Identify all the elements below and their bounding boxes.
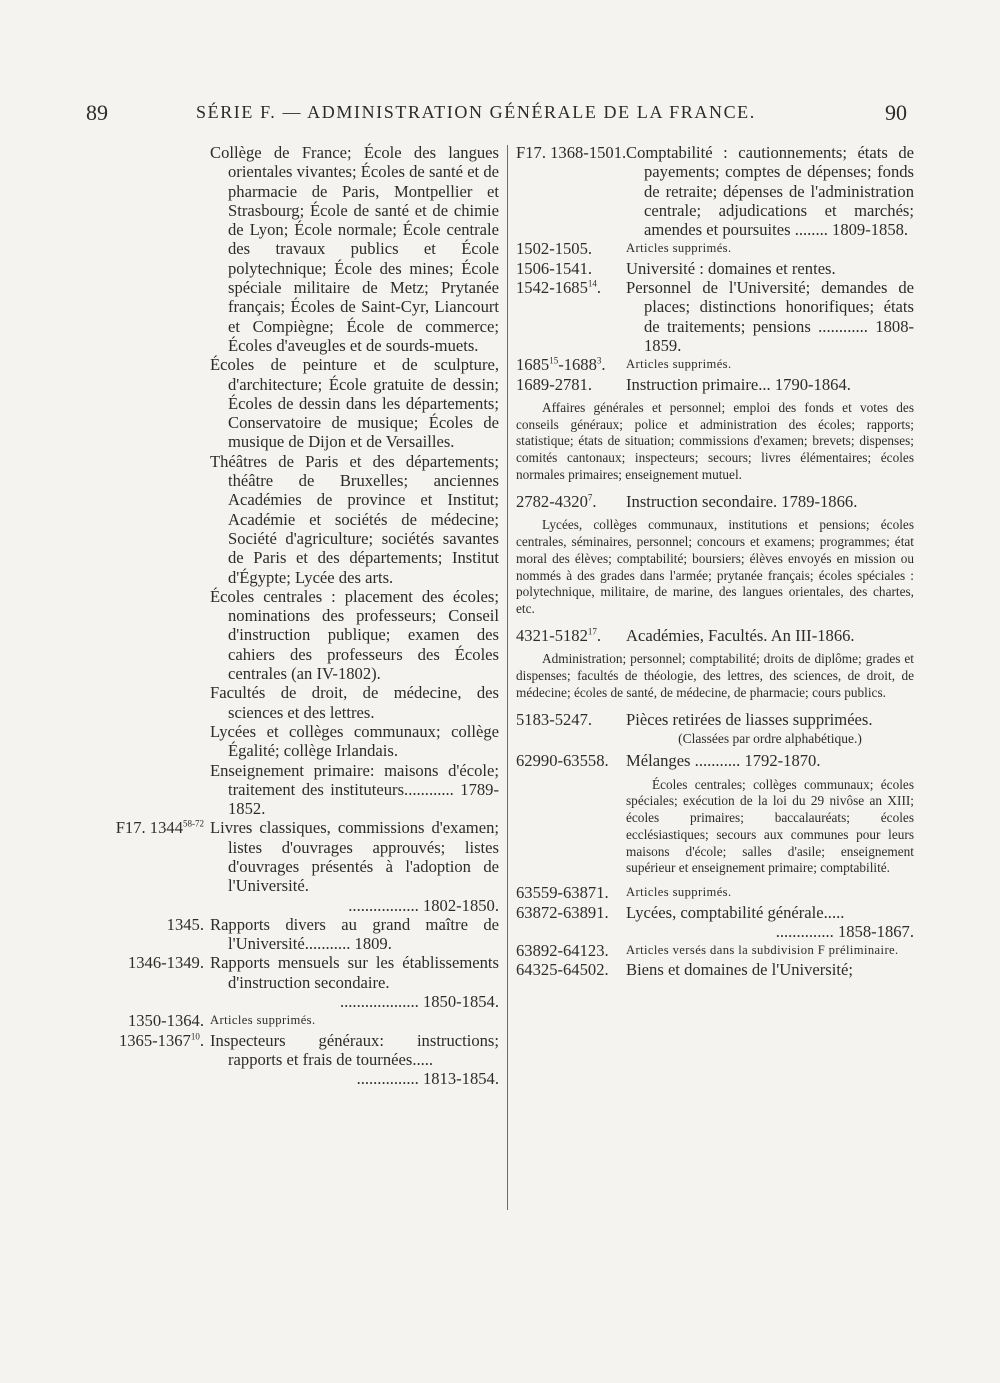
entry-text: Livres classiques, commissions d'examen; listes d'ouvrages approuvés; listes d'ouvrages présentés à l'adoption de l'Université. [210,818,499,896]
article-code: 62990-63558. [516,751,609,771]
date-range: An III-1866. [770,625,855,645]
list-item [516,751,914,770]
date-range: 1789-1866. [781,491,858,511]
entry-text: Rapports mensuels sur les établissements d'instruction secondaire. [210,953,499,992]
list-item [86,915,499,954]
article-code: 2782-4320$^7$. [516,491,597,511]
article-code: 1506-1541. [516,258,593,278]
entry-text: Académies, Facultés. An III-1866. [626,625,855,645]
list-item [516,960,914,979]
paragraph: Écoles centrales : placement des écoles; nominations des professeurs; Conseil d'instruction publique; examen des cahiers des professeurs des Écoles centrales (an IV-1802). [210,586,499,684]
page-number-right: 90 [885,100,907,125]
right-column [516,143,914,980]
date-range: 1789-1852. [228,779,499,819]
article-code: 1502-1505. [516,239,593,259]
list-item [516,278,914,355]
entry-text: Comptabilité : cautionnements; états de payements; comptes de dépenses; fonds de retraite; dépenses de l'administration centrale; adjudications et marchés; amendes et poursuites ........ 1809-1858. [626,143,914,240]
entry-subtitle: (Classées par ordre alphabétique.) [678,730,862,746]
entry-text: Université : domaines et rentes. [626,258,836,278]
article-code: 63892-64123. [516,941,609,961]
article-code: 63559-63871. [516,883,609,903]
date-range: ................... 1850-1854. [339,992,499,1012]
entry-text: Lycées, comptabilité générale..... [626,902,845,922]
list-item [516,239,914,258]
list-item [516,883,914,902]
entry-text: Instruction secondaire. 1789-1866. [626,491,858,511]
list-item [516,492,914,511]
article-code: 1346-1349. [127,953,204,973]
paragraph: Enseignement primaire: maisons d'école; traitement des instituteurs............ 1789-1852. [210,760,499,819]
article-code: F17. 1344$^{58-72}$ [115,818,204,838]
list-item [86,1031,499,1089]
article-code: 63872-63891. [516,902,609,922]
page-number-left: 89 [86,100,108,125]
lead-paragraphs [86,143,499,818]
list-item [516,259,914,278]
list-item [516,355,914,374]
list-item [86,953,499,1011]
article-code: 64325-64502. [516,960,609,980]
entry-text: Instruction primaire... 1790-1864. [626,374,851,394]
entry-note: Écoles centrales; collèges communaux; écoles spéciales; exécution de la loi du 29 nivôse an XIII; écoles primaires; baccalauréats; écoles ecclésiastiques; secours aux communes pour leurs maisons d'école; salles d'asile; enseignement supérieur et enseignement primaire; comptabilité. [626,776,914,876]
entry-text: Mélanges ........... 1792-1870. [626,751,821,771]
article-code: 1350-1364. [127,1011,204,1031]
paragraph: Théâtres de Paris et des départements; théâtre de Bruxelles; anciennes Académies de province et Institut; Académie et sociétés de médecine; Société d'agriculture; sociétés savantes de Paris et des départements; Institut d'Égypte; Lycée des arts. [210,451,499,587]
entry-text: Articles versés dans la subdivision F préliminaire. [626,943,899,958]
article-code: F17. 1368-1501. [516,143,627,162]
date-range: ............... 1813-1854. [356,1069,499,1089]
column-divider [507,145,508,1210]
paragraph: Lycées et collèges communaux; collège Égalité; collège Irlandais. [210,721,499,761]
list-item [516,903,914,942]
entry-text: Articles supprimés. [626,357,732,372]
date-range: 1808-1859. [644,316,915,355]
list-item [516,710,914,749]
article-code: 1542-1685$^{14}$. [516,278,602,298]
running-head: SÉRIE F. — ADMINISTRATION GÉNÉRALE DE LA FRANCE. [196,102,756,122]
paragraph-text: Enseignement primaire: maisons d'école; traitement des instituteurs [210,760,499,799]
list-item [516,375,914,394]
article-code: 4321-5182$^{17}$. [516,625,602,645]
entry-text: Biens et domaines de l'Université; [626,960,853,980]
entry-note: Lycées, collèges communaux, institutions et pensions; écoles centrales, séminaires, personnel; concours et examens; programmes; état moral des élèves; comptabilité; boursiers; élèves envoyés en mission ou nommés à des grades dans l'armée; prytanée français; écoles spéciales : polytechnique, militaire, de marine, des langues orientales, des chartes, etc. [516,517,914,617]
list-item [516,143,914,239]
list-item [86,818,499,914]
paragraph: Facultés de droit, de médecine, des sciences et des lettres. [210,683,499,722]
entry-note: Administration; personnel; comptabilité; droits de diplôme; grades et dispenses; facultés de théologie, des lettres, des sciences, de droit, de médecine; écoles de santé, de médecine, de pharmacie; cours publics. [516,651,914,700]
entry-text: Rapports divers au grand maître de l'Université........... 1809. [210,914,499,954]
entry-text: Articles supprimés. [210,1013,316,1028]
entry-text: Personnel de l'Université; demandes de places; distinctions honorifiques; états de traitements; pensions ............ 1808-1859. [626,278,915,355]
list-item [516,626,914,645]
article-code: 1345. [166,914,204,934]
date-range: .............. 1858-1867. [775,921,914,941]
list-item [86,1011,499,1030]
entry-text: Articles supprimés. [626,241,732,256]
paragraph: Collège de France; École des langues orientales vivantes; Écoles de santé et de pharmacie de Paris, Montpellier et Strasbourg; École de santé et de chimie de Lyon; École normale; École centrale des travaux publics et École polytechnique; École des mines; École spéciale militaire de Metz; Prytanée français; Écoles de Saint-Cyr, Liancourt et Compiègne; École de commerce; Écoles d'aveugles et de sourds-muets. [210,143,499,355]
entry-text: Articles supprimés. [626,885,732,900]
date-range: 1792-1870. [744,751,821,771]
entry-text: Pièces retirées de liasses supprimées. [626,709,873,729]
article-code: 1365-1367$^{10}$. [118,1030,204,1050]
entry-note: Affaires générales et personnel; emploi des fonds et votes des conseils généraux; police et administration des écoles; rapports; statistique; états de situation; commissions d'examen; brevets; dispenses; comités cantonaux; inspecteurs; secours; livres élémentaires; écoles normales primaires; enseignement mutuel. [516,399,914,483]
article-code: 1685$^{15}$-1688$^3$. [516,355,606,375]
left-column [86,143,499,1089]
date-range: 1809. [354,934,392,954]
date-range: 1790-1864. [774,374,851,394]
date-range: ................. 1802-1850. [348,895,499,915]
article-code: 5183-5247. [516,709,593,729]
paragraph: Écoles de peinture et de sculpture, d'architecture; École gratuite de dessin; Écoles de dessin dans les départements; Conservatoire de musique; Écoles de musique de Dijon et de Versailles. [210,355,499,452]
list-item [516,941,914,960]
article-code: 1689-2781. [516,374,593,394]
date-range: 1809-1858. [832,220,909,240]
entry-text: Inspecteurs généraux: instructions; rapports et frais de tournées..... [210,1030,499,1069]
